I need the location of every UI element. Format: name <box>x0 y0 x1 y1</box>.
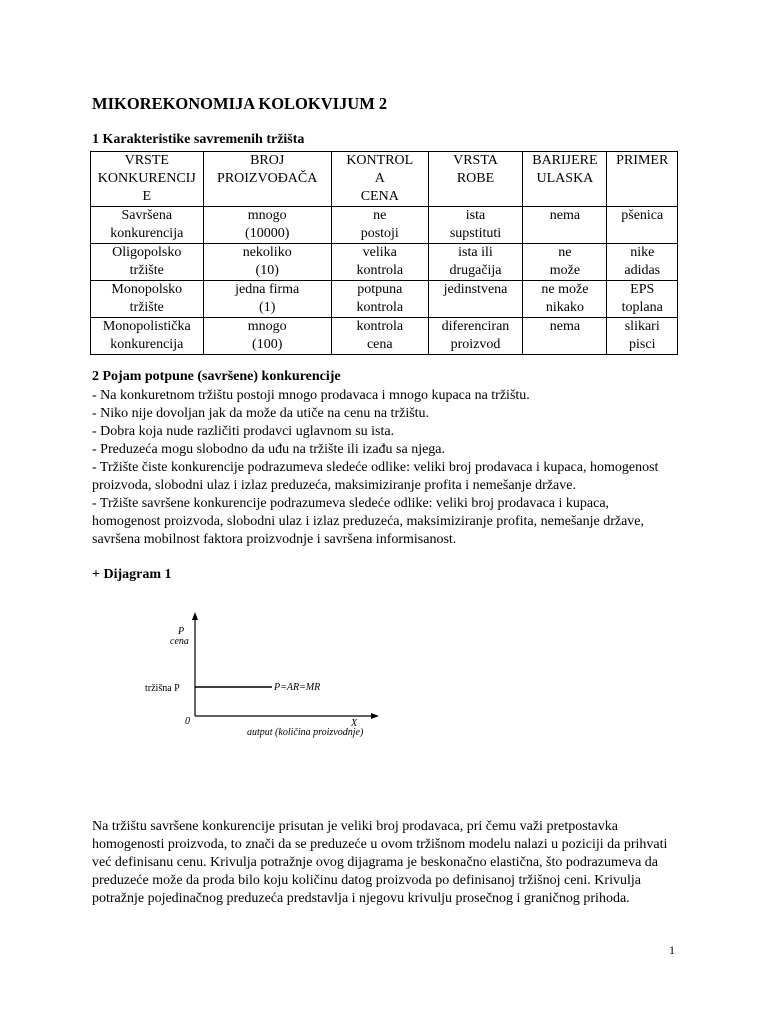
table-header-cell: PRIMER <box>607 152 678 207</box>
table-header-cell: VRSTA ROBE <box>428 152 523 207</box>
table-cell: nekoliko (10) <box>203 244 331 281</box>
table-cell: ne može <box>523 244 607 281</box>
x-label: X <box>351 718 358 729</box>
y-label-bottom: cena <box>170 636 189 647</box>
table-cell: Monopolsko tržište <box>91 281 204 318</box>
table-row <box>91 318 678 355</box>
table-cell: kontrola cena <box>331 318 428 355</box>
list-item: - Tržište čiste konkurencije podrazumeva sledeće odlike: veliki broj prodavaca i kupaca, homogenost proizvoda, slobodni ulaz i izlaz preduzeća, maksimiziranje profita i nemešanje države. <box>92 460 659 493</box>
document-title: MIKOREKONOMIJA KOLOKVIJUM 2 <box>92 94 388 113</box>
table-cell: ista ili drugačija <box>428 244 523 281</box>
table-header-cell: BROJ PROIZVOĐAČA <box>203 152 331 207</box>
table-row <box>91 281 678 318</box>
table-cell: mnogo (100) <box>203 318 331 355</box>
table-cell: Oligopolsko tržište <box>91 244 204 281</box>
price-label: tržišna P <box>145 683 180 694</box>
table-row <box>91 207 678 244</box>
list-item: - Dobra koja nude različiti prodavci uglavnom su ista. <box>92 424 395 439</box>
table-cell: ne postoji <box>331 207 428 244</box>
table-cell: nema <box>523 207 607 244</box>
table-cell: Savršena konkurencija <box>91 207 204 244</box>
table-header-cell: BARIJERE ULASKA <box>523 152 607 207</box>
table-header-cell: VRSTE KONKURENCIJ E <box>91 152 204 207</box>
list-item: - Tržište savršene konkurencije podrazumeva sledeće odlike: veliki broj prodavaca i kupaca, homogenost proizvoda, slobodni ulaz i izlaz preduzeća, maksimiziranje profita, nemešanje države, savršena mobilnost faktora proizvodnje i savršena informisanost. <box>92 496 645 547</box>
list-item: - Preduzeća mogu slobodno da uđu na tržište ili izađu sa njega. <box>92 442 446 457</box>
table-cell: pšenica <box>607 207 678 244</box>
table-cell: mnogo (10000) <box>203 207 331 244</box>
table-cell: jedna firma (1) <box>203 281 331 318</box>
table-cell: EPS toplana <box>607 281 678 318</box>
table-cell: ne može nikako <box>523 281 607 318</box>
origin-label: 0 <box>185 716 190 727</box>
list-item: - Niko nije dovoljan jak da može da utiče na cenu na tržištu. <box>92 406 430 421</box>
line-label: P=AR=MR <box>274 682 321 693</box>
table-cell: diferenciran proizvod <box>428 318 523 355</box>
y-axis-arrow-icon <box>192 612 198 620</box>
section-1-heading: 1 Karakteristike savremenih tržišta <box>92 132 305 147</box>
explanation-paragraph: Na tržištu savršene konkurencije prisutan je veliki broj prodavaca, pri čemu važi pretpostavka homogenosti proizvoda, to znači da se preduzeće u ovom tržišnom modelu nalazi u poziciji da prihvati već definisanu cenu. Krivulja potražnje ovog dijagrama je beskonačno elastična, što podrazumeva da preduzeće može da proda bilo koju količinu datog proizvoda po definisanoj tržišnoj ceni. Krivulja potražnje pojedinačnog preduzeća predstavlja i njegovu krivulju prosečnog i graničnog prihoda. <box>92 819 668 906</box>
table-cell: nike adidas <box>607 244 678 281</box>
demand-diagram <box>140 606 400 741</box>
list-item: - Na konkuretnom tržištu postoji mnogo prodavaca i mnogo kupaca na tržištu. <box>92 388 530 403</box>
x-axis-arrow-icon <box>371 713 379 719</box>
page-number: 1 <box>669 943 675 957</box>
section-2-heading: 2 Pojam potpune (savršene) konkurencije <box>92 369 341 384</box>
table-cell: jedinstvena <box>428 281 523 318</box>
table-cell: nema <box>523 318 607 355</box>
y-label-top: P <box>178 626 185 637</box>
market-characteristics-table <box>90 151 678 355</box>
table-cell: velika kontrola <box>331 244 428 281</box>
table-header-row <box>91 152 678 207</box>
table-header-cell: KONTROL A CENA <box>331 152 428 207</box>
x-caption: autput (količina proizvodnje) <box>247 727 364 738</box>
table-cell: Monopolistička konkurencija <box>91 318 204 355</box>
diagram-label: + Dijagram 1 <box>92 567 172 582</box>
bullet-list <box>92 387 672 549</box>
table-row <box>91 244 678 281</box>
table-cell: slikari pisci <box>607 318 678 355</box>
table-cell: ista supstituti <box>428 207 523 244</box>
table-cell: potpuna kontrola <box>331 281 428 318</box>
